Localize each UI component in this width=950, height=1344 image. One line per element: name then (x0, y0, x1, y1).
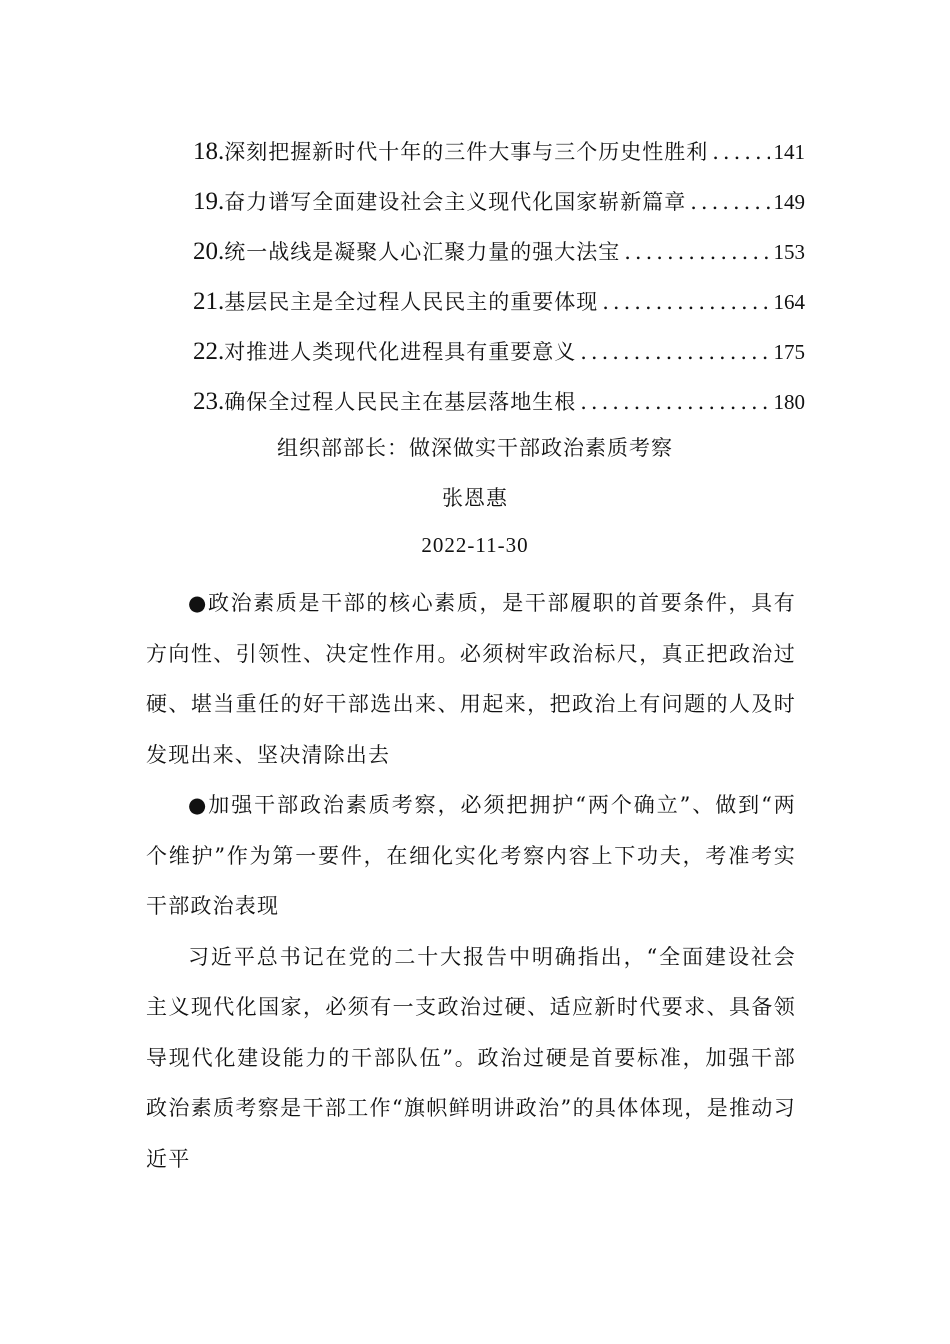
toc-item[interactable] (193, 180, 805, 230)
article-title: 组织部部长：做深做实干部政治素质考察 (277, 436, 673, 460)
toc-item-title: 基层民主是全过程人民民主的重要体现 (224, 290, 599, 314)
toc-item-title: 统一战线是凝聚人心汇聚力量的强大法宝 (224, 240, 621, 264)
toc-item-title: 奋力谱写全面建设社会主义现代化国家崭新篇章 (224, 190, 687, 214)
table-of-contents (193, 130, 805, 430)
toc-leader-dots (712, 130, 769, 174)
article-paragraph: ●加强干部政治素质考察，必须把拥护“两个确立”、做到“两个维护”作为第一要件，在细化实化考察内容上下功夫，考准考实干部政治表现 (146, 793, 796, 918)
toc-item[interactable] (193, 280, 805, 330)
toc-item-title: 对推进人类现代化进程具有重要意义 (224, 340, 577, 364)
toc-item-page: 164 (773, 290, 805, 314)
toc-item[interactable] (193, 130, 805, 180)
toc-item-number: 18. (193, 138, 225, 165)
toc-leader-dots (580, 330, 769, 374)
toc-leader-dots (602, 280, 769, 324)
article-body (146, 578, 796, 1184)
toc-item-number: 23. (193, 388, 225, 415)
toc-item-title: 确保全过程人民民主在基层落地生根 (224, 390, 577, 414)
toc-item-number: 22. (193, 338, 225, 365)
toc-item[interactable] (193, 380, 805, 430)
toc-item-page: 180 (773, 390, 805, 414)
toc-leader-dots (624, 230, 769, 274)
toc-item[interactable] (193, 330, 805, 380)
toc-item-page: 153 (773, 240, 805, 264)
toc-item-number: 21. (193, 288, 225, 315)
toc-item[interactable] (193, 230, 805, 280)
toc-item-page: 149 (773, 190, 805, 214)
article-author: 张恩惠 (442, 486, 508, 510)
toc-item-title: 深刻把握新时代十年的三件大事与三个历史性胜利 (224, 140, 709, 164)
article-paragraph: 习近平总书记在党的二十大报告中明确指出，“全面建设社会主义现代化国家，必须有一支政治过硬、适应新时代要求、具备领导现代化建设能力的干部队伍”。政治过硬是首要标准，加强干部政治素质考察是干部工作“旗帜鲜明讲政治”的具体体现，是推动习近平 (146, 944, 796, 1171)
toc-item-page: 175 (773, 340, 805, 364)
article-date: 2022-11-30 (421, 533, 529, 557)
toc-leader-dots (690, 180, 769, 224)
toc-item-number: 19. (193, 188, 225, 215)
toc-leader-dots (580, 380, 769, 424)
toc-item-page: 141 (773, 140, 805, 164)
article-paragraph: ●政治素质是干部的核心素质，是干部履职的首要条件，具有方向性、引领性、决定性作用。必须树牢政治标尺，真正把政治过硬、堪当重任的好干部选出来、用起来，把政治上有问题的人及时发现出来、坚决清除出去 (146, 591, 796, 767)
toc-item-number: 20. (193, 238, 225, 265)
